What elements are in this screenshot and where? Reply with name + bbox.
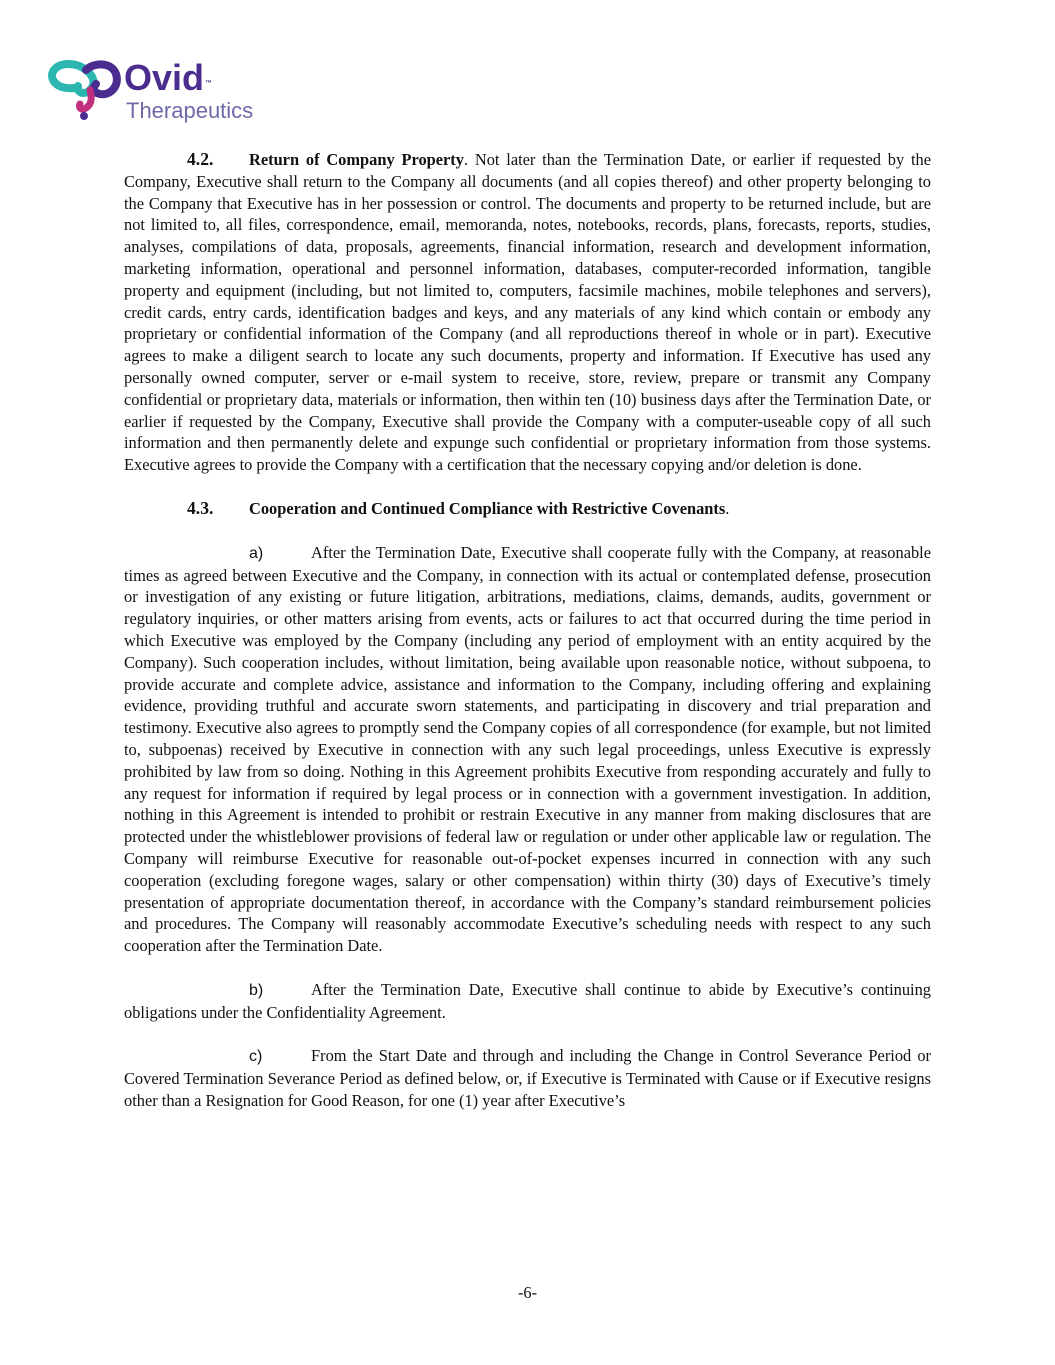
item-text: After the Termination Date, Executive shall cooperate fully with the Company, at reasonable times as agreed between Executive and the Company, in connection with its actual or contemplated defense, prosecution or investigation of any existing or future litigation, arbitrations, mediations, claims, demands, audits, government or regulatory inquiries, or other matters arising from events, acts or failures to act that occurred during the time period in which Executive was employed by the Company (including any period of employment with an entity acquired by the Company). Such cooperation includes, without limitation, being available upon reasonable notice, without subpoena, to provide accurate and complete advice, assistance and information to the Company, including offering and explaining evidence, providing truthful and accurate sworn statements, and participating in discovery and trial preparation and testimony. Executive also agrees to promptly send the Company copies of all correspondence (for example, but not limited to, subpoenas) received by Executive in connection with any such legal proceedings, unless Executive is expressly prohibited by law from so doing. Nothing in this Agreement prohibits Executive from responding accurately and fully to any request for information if required by legal process or in connection with a government investigation. In addition, nothing in this Agreement is intended to prohibit or restrain Executive in any manner from making disclosures that are protected under the whistleblower provisions of federal law or regulation or under other applicable law or regulation. The Company will reimburse Executive for reasonable out-of-pocket expenses incurred in connection with any such cooperation (excluding foregone wages, salary or other compensation) within thirty (30) days of Executive’s timely presentation of appropriate documentation thereof, in accordance with the Company’s standard reimbursement policies and procedures. The Company will reasonably accommodate Executive’s scheduling needs with respect to any such cooperation after the Termination Date. [124,542,931,956]
document-body [124,149,931,1112]
logo-subtitle: Therapeutics [126,98,254,123]
section-number: 4.2. [187,149,214,169]
section-body: . Not later than the Termination Date, or earlier if requested by the Company, Executive shall return to the Company all documents (and all copies thereof) and other property belonging to the Company that Executive has in her possession or control. The documents and property to be returned include, but are not limited to, all files, correspondence, email, memoranda, notes, notebooks, records, plans, forecasts, reports, studies, analyses, compilations of data, proposals, agreements, financial information, research and development information, marketing information, operational and personnel information, databases, computer-recorded information, tangible property and equipment (including, but not limited to, computers, facsimile machines, mobile telephones and servers), credit cards, entry cards, identification badges and keys, and any materials of any kind which contain or embody any proprietary or confidential information of the Company (and all reproductions thereof in whole or in part). Executive agrees to make a diligent search to locate any such documents, property and information. If Executive has used any personally owned computer, server or e-mail system to receive, store, review, prepare or transmit any Company confidential or proprietary data, materials or information, then within ten (10) business days after the Termination Date, or earlier if requested by the Company, Executive shall provide the Company with a computer-useable copy of all such information and then permanently delete and expunge such confidential or proprietary information from those systems. Executive agrees to provide the Company with a certification that the necessary copying and/or deletion is done. [124,150,932,475]
paragraph-b [124,979,931,1024]
item-text: From the Start Date and through and including the Change in Control Severance Period or Covered Termination Severance Period as defined below, or, if Executive is Terminated with Cause or if Executive resigns other than a Resignation for Good Reason, for one (1) year after Executive’s [124,1046,931,1111]
paragraph-a [124,542,931,957]
item-label: b) [249,981,264,999]
section-4-2 [124,149,931,476]
brain-swirl-logo-icon [46,58,124,126]
section-number: 4.3. [187,497,214,518]
company-logo [46,58,261,128]
section-title: Cooperation and Continued Compliance with Restrictive Covenants [249,498,726,518]
paragraph-c [124,1045,931,1111]
logo-wordmark: Ovid™ [124,57,213,98]
item-label: c) [249,1048,263,1066]
section-4-3-heading: 4.3. Cooperation and Continued Compliance with Restrictive Covenants. [187,497,730,518]
item-label: a) [249,544,264,562]
page-number: -6- [517,1283,538,1302]
section-title: Return of Company Property [249,150,464,169]
item-text: After the Termination Date, Executive shall continue to abide by Executive’s continuing obligations under the Confidentiality Agreement. [124,979,931,1022]
